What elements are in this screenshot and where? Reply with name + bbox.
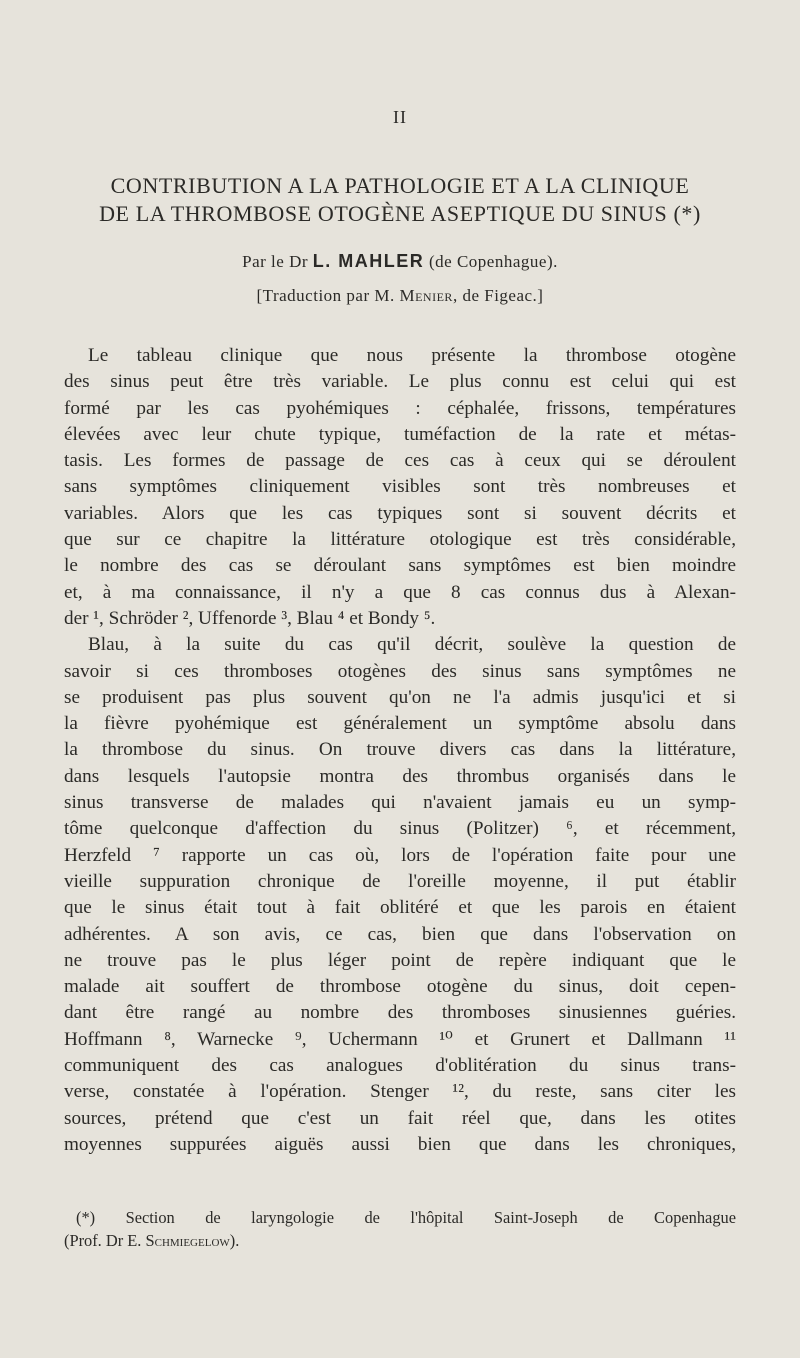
body-line: Blau, à la suite du cas qu'il décrit, soulève la question de	[88, 634, 736, 656]
body-line: sans symptômes cliniquement visibles sont très nombreuses et	[64, 476, 736, 498]
body-line: variables. Alors que les cas typiques sont si souvent décrits et	[64, 502, 736, 524]
body-line: moyennes suppurées aiguës aussi bien que dans les chroniques,	[64, 1133, 736, 1155]
translation-credit	[0, 286, 800, 306]
body-line: se produisent pas plus souvent qu'on ne l'a admis jusqu'ici et si	[64, 686, 736, 708]
body-line: que sur ce chapitre la littérature otologique est très considérable,	[64, 529, 736, 551]
footnote-line-2-prefix: (Prof. Dr E.	[64, 1231, 142, 1250]
body-line: dant être rangé au nombre des thromboses sinusiennes guéries.	[64, 1002, 736, 1024]
body-line: malade ait souffert de thrombose otogène du sinus, doit cepen-	[64, 976, 736, 998]
body-line: le nombre des cas se déroulant sans symptômes est bien moindre	[64, 555, 736, 577]
translation-prefix: [Traduction par M.	[256, 286, 395, 305]
body-line: tôme quelconque d'affection du sinus (Politzer) ⁶, et récemment,	[64, 818, 736, 840]
footnote-line-2-suffix: ).	[229, 1231, 240, 1250]
byline	[0, 251, 800, 272]
body-line: savoir si ces thromboses otogènes des sinus sans symptômes ne	[64, 660, 736, 682]
body-line: et, à ma connaissance, il n'y a que 8 cas connus dus à Alexan-	[64, 581, 736, 603]
article-title-line-2: DE LA THROMBOSE OTOGÈNE ASEPTIQUE DU SINUS (*)	[99, 201, 701, 226]
body-line: sources, prétend que c'est un fait réel que, dans les otites	[64, 1107, 736, 1129]
body-line: la thrombose du sinus. On trouve divers cas dans la littérature,	[64, 739, 736, 761]
translator-name: Menier	[399, 286, 453, 305]
body-line: der ¹, Schröder ², Uffenorde ³, Blau ⁴ et Bondy ⁵.	[64, 607, 436, 629]
body-line: communiquent des cas analogues d'oblitération du sinus trans-	[64, 1055, 736, 1077]
footnote-line-1: (*) Section de laryngologie de l'hôpital Saint-Joseph de Copenhague	[76, 1208, 736, 1227]
body-line: que le sinus était tout à fait oblitéré et que les parois en étaient	[64, 897, 736, 919]
footnote-name: Schmiegelow	[145, 1231, 230, 1250]
body-line: des sinus peut être très variable. Le plus connu est celui qui est	[64, 371, 736, 393]
footnote	[64, 1206, 736, 1252]
body-line: adhérentes. A son avis, ce cas, bien que dans l'observation on	[64, 923, 736, 945]
body-line: la fièvre pyohémique est généralement un symptôme absolu dans	[64, 713, 736, 735]
body-line: Le tableau clinique que nous présente la thrombose otogène	[88, 345, 736, 366]
body-line: dans lesquels l'autopsie montra des thrombus organisés dans le	[64, 765, 736, 787]
body-line: Herzfeld ⁷ rapporte un cas où, lors de l'opération faite pour une	[64, 844, 736, 866]
body-line: verse, constatée à l'opération. Stenger ¹², du reste, sans citer les	[64, 1081, 736, 1103]
translation-suffix: , de Figeac.]	[452, 286, 544, 305]
author-name: L. MAHLER	[312, 251, 425, 271]
page-number: II	[393, 107, 407, 127]
byline-suffix: (de Copenhague).	[429, 252, 558, 271]
article-title	[40, 172, 760, 228]
footnote-line-2	[64, 1229, 736, 1252]
body-line: ne trouve pas le plus léger point de repère indiquant que le	[64, 949, 736, 971]
article-title-line-1: CONTRIBUTION A LA PATHOLOGIE ET A LA CLINIQUE	[110, 173, 690, 198]
body-text	[64, 343, 736, 1158]
body-line: élevées avec leur chute typique, tuméfaction de la rate et métas-	[64, 423, 736, 445]
body-line: Hoffmann ⁸, Warnecke ⁹, Uchermann ¹⁰ et Grunert et Dallmann ¹¹	[64, 1028, 736, 1050]
byline-prefix: Par le Dr	[242, 252, 309, 271]
body-line: sinus transverse de malades qui n'avaient jamais eu un symp-	[64, 792, 736, 814]
body-line: vieille suppuration chronique de l'oreille moyenne, il put établir	[64, 870, 736, 892]
body-line: tasis. Les formes de passage de ces cas à ceux qui se déroulent	[64, 450, 736, 472]
body-line: formé par les cas pyohémiques : céphalée, frissons, températures	[64, 397, 736, 419]
